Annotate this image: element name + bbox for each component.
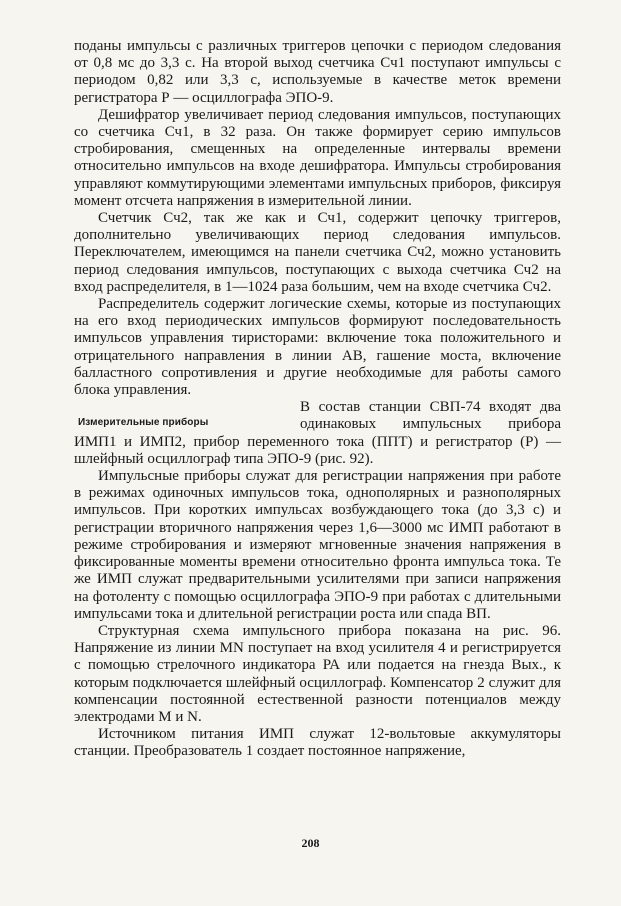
paragraph-4: Распределитель содержит логические схемы, которые из поступающих на его вход периодических импульсов формируют последовательность импульсов управления тиристорами: включение тока положительного и отрицательного направления в линии АВ, гашение моста, включение балластного сопротивления и другие необходимые для работы самого блока управления. [74, 296, 561, 399]
section-paragraph: В состав станции СВП-74 входят два одинаковых импульсных прибора ИМП1 и ИМП2, прибор переменного тока (ППТ) и регистратор (Р) — шлейфный осциллограф типа ЭПО-9 (рис. 92). [74, 399, 561, 467]
paragraph-1: поданы импульсы с различных триггеров цепочки с периодом следования от 0,8 мс до 3,3 с. На второй выход счетчика Сч1 поступают импульсы с периодом 0,82 или 3,3 с, используемые в качестве меток времени регистратора Р — осциллографа ЭПО-9. [74, 38, 561, 106]
paragraph-6: Импульсные приборы служат для регистрации напряжения при работе в режимах одиночных импульсов тока, однополярных и разнополярных импульсов. При коротких импульсах возбуждающего тока (до 3,3 с) и регистрации вторичного напряжения через 1,6—3000 мс ИМП работают в режиме стробирования и измеряют мгновенные значения напряжения в фиксированные моменты времени относительно фронта импульса тока. Те же ИМП служат предварительными усилителями при записи напряжения на фотоленту с помощью осциллографа ЭПО-9 при работах с длительными импульсами тока и длительной регистрации роста или спада ВП. [74, 468, 561, 622]
page-number: 208 [301, 836, 320, 850]
section-heading: Измерительные приборы [78, 417, 209, 429]
page-body [74, 38, 561, 761]
paragraph-8: Источником питания ИМП служат 12-вольтовые аккумуляторы станции. Преобразователь 1 создает постоянное напряжение, [74, 726, 561, 760]
section-measuring-instruments [74, 399, 561, 468]
paragraph-7: Структурная схема импульсного прибора показана на рис. 96. Напряжение из линии MN поступает на вход усилителя 4 и регистрируется с помощью стрелочного индикатора РА или подается на гнезда Вых., к которым подключается шлейфный осциллограф. Компенсатор 2 служит для компенсации постоянной естественной разности потенциалов между электродами M и N. [74, 622, 561, 725]
paragraph-2: Дешифратор увеличивает период следования импульсов, поступающих со счетчика Сч1, в 32 раза. Он также формирует серию импульсов стробирования, смещенных на определенные интервалы времени относительно импульсов на входе дешифратора. Импульсы стробирования управляют коммутирующими элементами импульсных приборов, фиксируя момент отсчета напряжения в измерительной линии. [74, 106, 561, 209]
paragraph-3: Счетчик Сч2, так же как и Сч1, содержит цепочку триггеров, дополнительно увеличивающих период следования импульсов. Переключателем, имеющимся на панели счетчика Сч2, можно установить период следования импульсов, поступающих с выхода счетчика Сч2 на вход распределителя, в 1—1024 раза большим, чем на входе счетчика Сч2. [74, 210, 561, 295]
